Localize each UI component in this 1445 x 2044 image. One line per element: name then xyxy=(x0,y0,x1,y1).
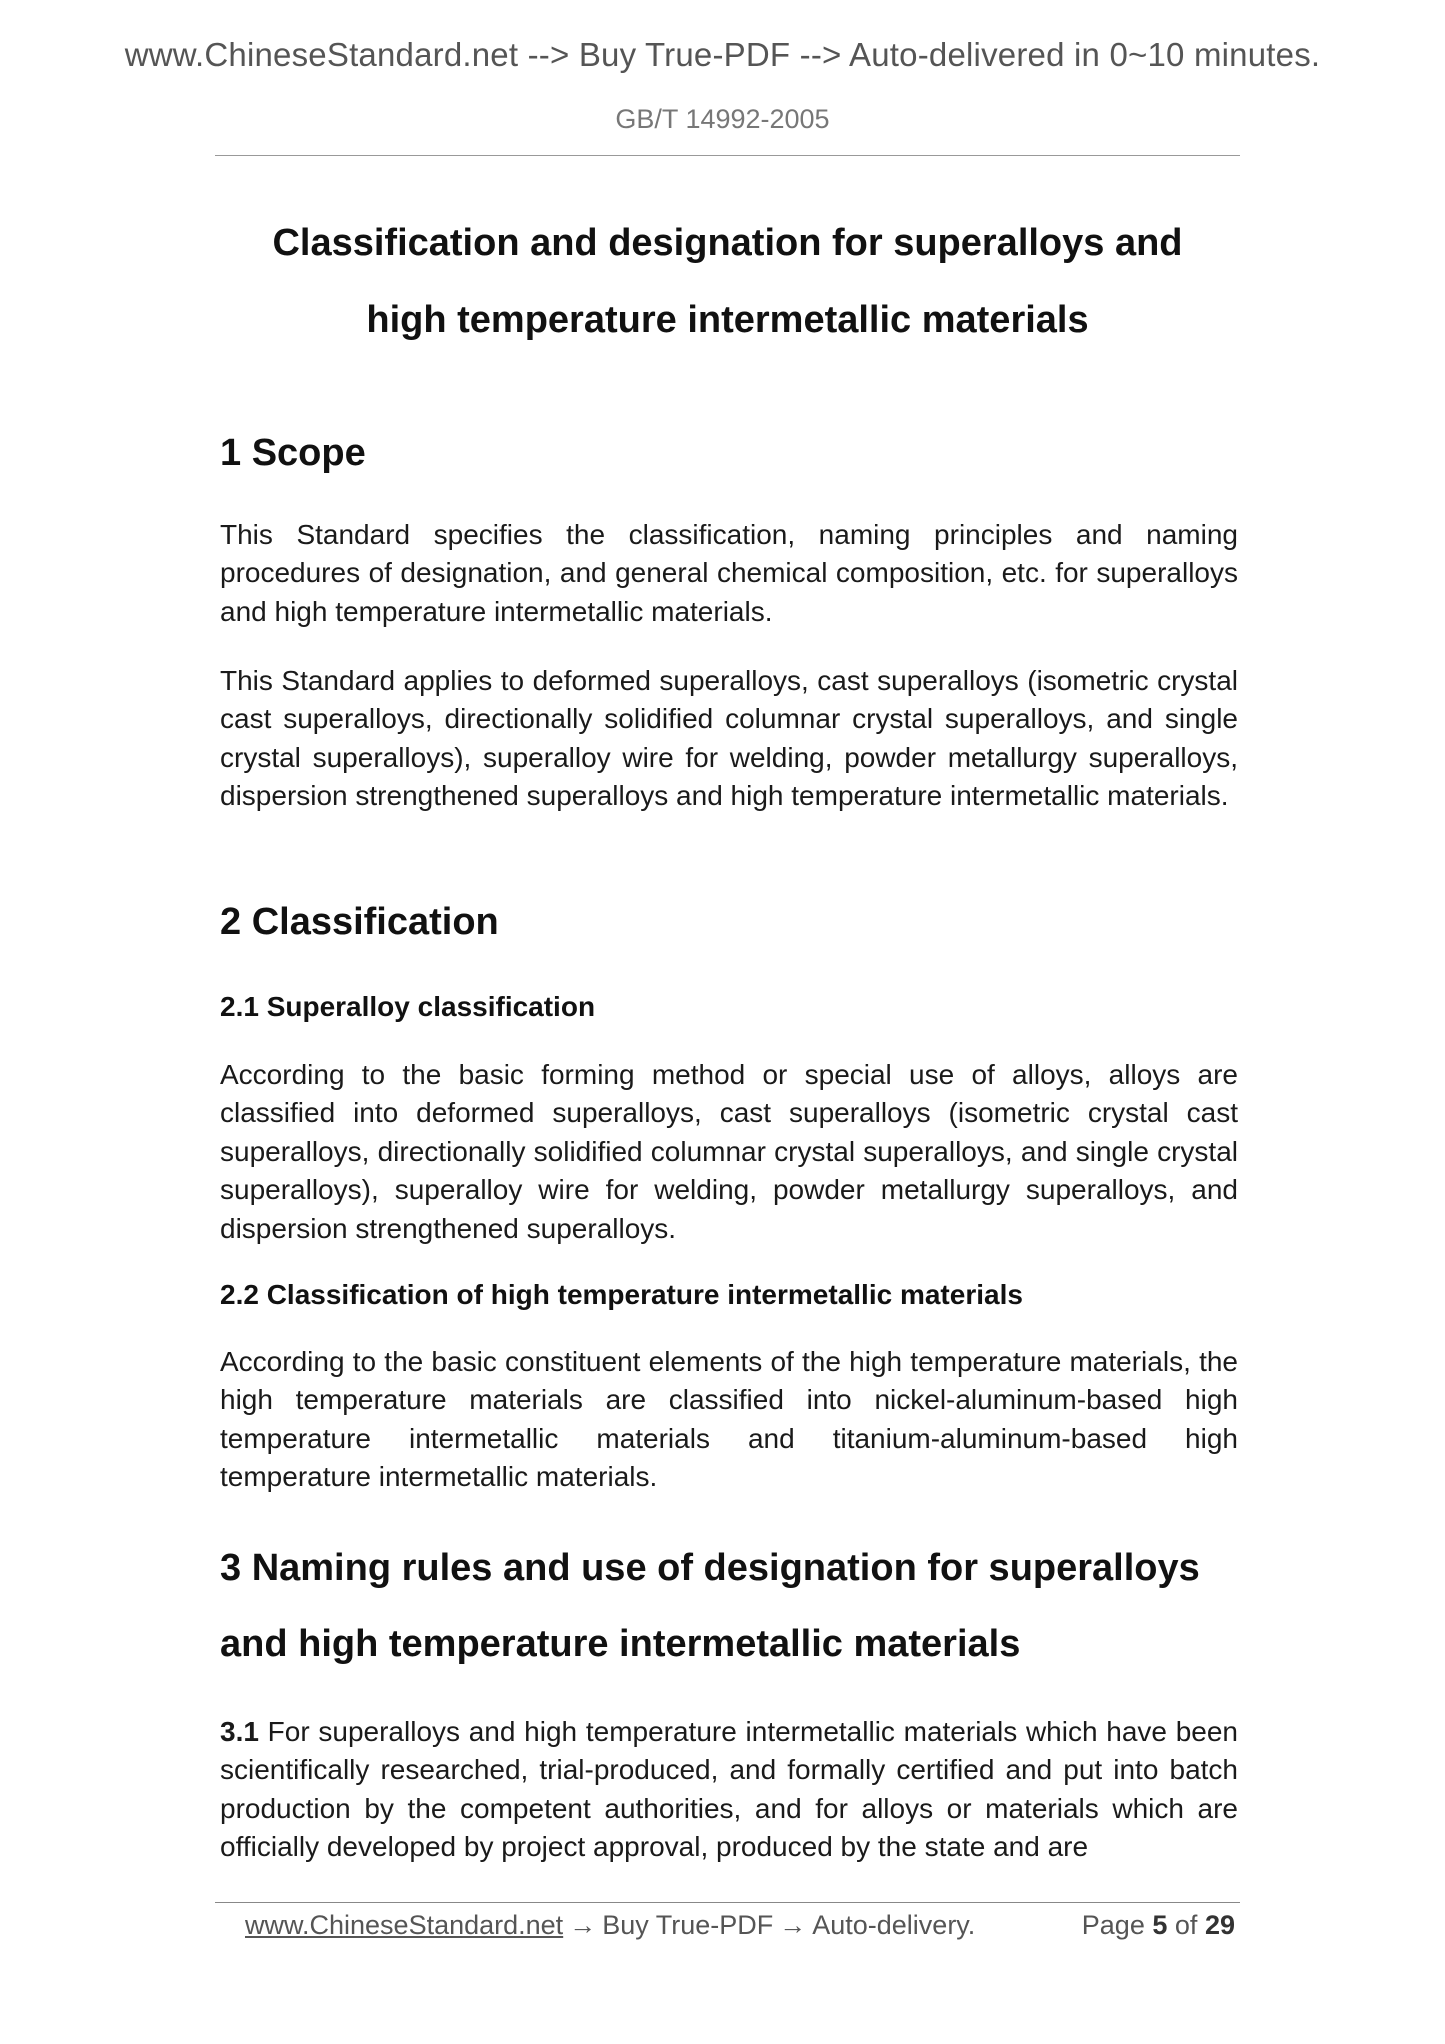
section-3-heading-line-2: and high temperature intermetallic materials xyxy=(220,1623,1021,1665)
subsection-2-1-paragraph-block xyxy=(220,1056,1238,1248)
subsection-2-2-paragraph-block xyxy=(220,1343,1238,1497)
of-label: of xyxy=(1174,1910,1198,1940)
section-1-paragraph-2-block xyxy=(220,662,1238,816)
footer-divider xyxy=(215,1902,1240,1903)
current-page-number: 5 xyxy=(1152,1910,1168,1940)
total-pages-number: 29 xyxy=(1204,1910,1235,1940)
footer-site-link[interactable]: www.ChineseStandard.net xyxy=(245,1910,564,1940)
footer-buy-text: Buy True-PDF xyxy=(602,1910,774,1940)
title-line-2: high temperature intermetallic materials xyxy=(366,299,1089,341)
subsection-2-1-paragraph: According to the basic forming method or special use of alloys, alloys are classified into deformed superalloys, cast superalloys (isometric crystal cast superalloys, directionally solidified columnar crystal superalloys, and single crystal superalloys), superalloy wire for welding, powder metallurgy superalloys, and dispersion strengthened superalloys. xyxy=(220,1059,1238,1244)
document-code: GB/T 14992-2005 xyxy=(615,104,830,134)
title-line-1: Classification and designation for superalloys and xyxy=(272,222,1183,264)
subsection-2-2-heading-block xyxy=(220,1276,1238,1314)
section-1-paragraph-2: This Standard applies to deformed superalloys, cast superalloys (isometric crystal cast superalloys, directionally solidified columnar crystal superalloys, and single crystal superalloys), superalloy wire for welding, powder metallurgy superalloys, dispersion strengthened superalloys and high temperature intermetallic materials. xyxy=(220,665,1238,812)
page-label: Page xyxy=(1081,1910,1145,1940)
subsection-2-2-heading: 2.2 Classification of high temperature intermetallic materials xyxy=(220,1279,1023,1310)
section-3-heading xyxy=(220,1530,1238,1682)
section-1-heading-block xyxy=(220,415,1238,491)
header-divider xyxy=(215,155,1240,156)
section-1-heading: 1 Scope xyxy=(220,432,366,474)
section-2-heading-block xyxy=(220,884,1238,960)
clause-number: 3.1 xyxy=(220,1716,259,1747)
subsection-2-1-heading: 2.1 Superalloy classification xyxy=(220,991,596,1022)
subsection-2-2-paragraph: According to the basic constituent elements of the high temperature materials, the high temperature materials are classified into nickel-aluminum-based high temperature intermetallic materials and titanium-aluminum-based high temperature intermetallic materials. xyxy=(220,1346,1238,1493)
section-1-paragraph-1: This Standard specifies the classification, naming principles and naming procedures of designation, and general chemical composition, etc. for superalloys and high temperature intermetallic materials. xyxy=(220,519,1238,627)
footer xyxy=(245,1910,1235,1950)
clause-text: For superalloys and high temperature intermetallic materials which have been scientifically researched, trial-produced, and formally certified and put into batch production by the competent authorities, and for alloys or materials which are officially developed by project approval, produced by the state and are xyxy=(220,1716,1238,1863)
footer-delivery-text: Auto-delivery. xyxy=(812,1910,976,1940)
page-indicator xyxy=(1082,1910,1235,1941)
section-3-heading-block xyxy=(220,1530,1238,1682)
arrow-right-icon: → xyxy=(569,1910,597,1940)
top-banner: www.ChineseStandard.net --> Buy True-PDF --> Auto-delivered in 0~10 minutes. xyxy=(124,36,1321,73)
section-3-paragraph-1 xyxy=(220,1713,1238,1867)
subsection-2-1-heading-block xyxy=(220,988,1238,1026)
section-3-paragraph-1-block xyxy=(220,1713,1238,1867)
document-title xyxy=(215,205,1240,359)
section-1-paragraph-1-block xyxy=(220,516,1238,631)
section-3-heading-line-1: 3 Naming rules and use of designation for superalloys xyxy=(220,1547,1200,1589)
section-2-heading: 2 Classification xyxy=(220,901,499,943)
footer-left xyxy=(245,1910,975,1941)
arrow-right-icon: → xyxy=(779,1910,807,1940)
